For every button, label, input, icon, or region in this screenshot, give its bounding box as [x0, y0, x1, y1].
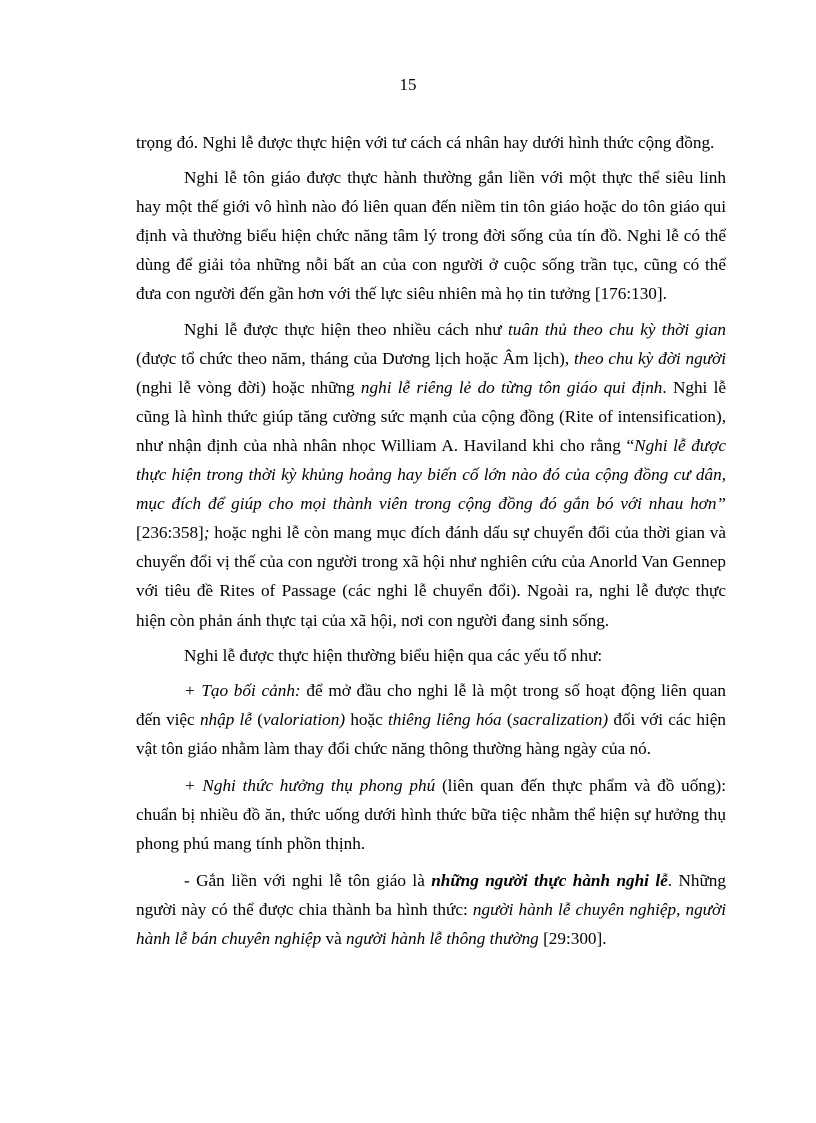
text-run: Nghi lễ được thực hiện theo nhiều cách như	[184, 319, 508, 339]
italic-run: + Nghi thức hưởng thụ phong phú	[184, 775, 436, 795]
text-run: hoặc nghi lễ còn mang mục đích đánh dấu sự chuyển đổi của thời gian và chuyển đổi vị thế của con người trong xã hội như nghiên cứu của Anorld Van Gennep với tiêu đề Rites of Passage (các nghi lễ chuyển đổi). Ngoài ra, nghi lễ được thực hiện còn phản ánh thực tại của xã hội, nơi con người đang sinh sống.	[136, 523, 726, 630]
paragraph-7	[136, 866, 726, 953]
text-run: Nghi lễ được thực hiện thường biểu hiện qua các yếu tố như:	[184, 645, 603, 665]
text-run: và	[321, 929, 347, 949]
italic-run: sacralization)	[512, 709, 609, 729]
italic-run: người hành lễ chuyên nghiệp, người hành lễ bán chuyên nghiệp	[136, 900, 726, 949]
paragraph-4	[136, 641, 726, 670]
text-run: hoặc	[345, 709, 389, 729]
text-run: trọng đó. Nghi lễ được thực hiện với tư cách cá nhân hay dưới hình thức cộng đồng.	[136, 133, 715, 152]
paragraph-6	[136, 771, 726, 858]
italic-run: thiêng liêng hóa	[388, 709, 502, 729]
italic-run: + Tạo bối cảnh:	[184, 680, 301, 700]
page-number: 15	[399, 75, 417, 94]
text-run: . Nghi lễ cũng là hình thức giúp tăng cường sức mạnh của cộng đồng (Rite of intensification), như nhận định của nhà nhân nhọc William A. Haviland khi cho rằng “	[136, 377, 726, 455]
text-run: (	[251, 709, 263, 729]
italic-run: ;	[203, 523, 210, 543]
italic-run: tuân thủ theo chu kỳ thời gian	[508, 319, 727, 339]
italic-run: nhập lễ	[199, 709, 252, 729]
paragraph-1	[136, 128, 726, 157]
text-run: . Những người này có thể được chia thành ba hình thức:	[136, 871, 726, 920]
text-run: (	[501, 709, 513, 729]
paragraph-5	[136, 676, 726, 763]
italic-run: người hành lễ thông thường	[346, 929, 539, 949]
text-run: để mở đầu cho nghi lễ là một trong số hoạt động liên quan đến việc	[136, 680, 726, 729]
italic-run: theo chu kỳ đời người	[574, 348, 727, 368]
body-text	[136, 128, 726, 954]
text-run: Nghi lễ tôn giáo được thực hành thường gắn liền với một thực thể siêu linh hay một thế giới vô hình nào đó liên quan đến niềm tin tôn giáo hoặc do tôn giáo qui định và thường biểu hiện chức năng tâm lý trong đời sống của tín đồ. Nghi lễ có thể dùng để giải tỏa những nỗi bất an của con người ở cuộc sống trần tục, cũng có thể đưa con người đến gần hơn với thế lực siêu nhiên mà họ tin tưởng [176:130].	[136, 168, 726, 304]
paragraph-3	[136, 315, 726, 635]
text-run: (được tổ chức theo năm, tháng của Dương lịch hoặc Âm lịch),	[136, 348, 575, 368]
text-run: (nghi lễ vòng đời) hoặc những	[136, 377, 361, 397]
text-run: - Gắn liền với nghi lễ tôn giáo là	[184, 871, 432, 891]
italic-run: valoriation)	[262, 709, 346, 729]
italic-run: nghi lễ riêng lẻ do từng tôn giáo qui định	[360, 377, 663, 397]
text-run: (liên quan đến thực phẩm và đồ uống): chuẩn bị nhiều đồ ăn, thức uống dưới hình thức bữa tiệc nhằm thể hiện sự hưởng thụ phong phú mang tính phồn thịnh.	[136, 775, 726, 854]
citation: [29:300].	[538, 929, 607, 949]
bold-italic-run: những người thực hành nghi lễ	[431, 871, 668, 891]
citation: [236:358]	[136, 523, 204, 543]
paragraph-2	[136, 163, 726, 308]
italic-quote: Nghi lễ được thực hiện trong thời kỳ khủng hoảng hay biến cố lớn nào đó của cộng đồng cư dân, mục đích để giúp cho mọi thành viên trong cộng đồng đó gắn bó với nhau hơn”	[136, 435, 726, 514]
text-run: đối với các hiện vật tôn giáo nhằm làm thay đổi chức năng thông thường hàng ngày của nó.	[136, 709, 727, 758]
